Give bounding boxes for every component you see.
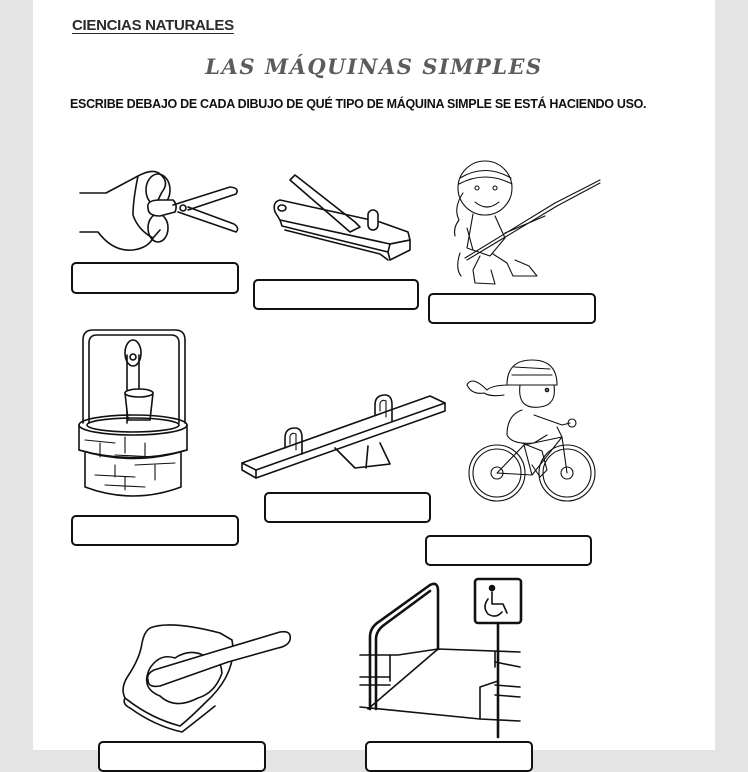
girl-pulling-rope-icon bbox=[445, 158, 605, 288]
girl-riding-bicycle-icon bbox=[462, 355, 597, 505]
instruction-text: ESCRIBE DEBAJO DE CADA DIBUJO DE QUÉ TIPO DE MÁQUINA SIMPLE SE ESTÁ HACIENDO USO. bbox=[70, 97, 647, 111]
answer-input-bicycle[interactable] bbox=[427, 537, 590, 564]
nail-clipper-icon bbox=[270, 172, 415, 262]
answer-box-1[interactable] bbox=[71, 262, 239, 294]
answer-box-8[interactable] bbox=[365, 741, 533, 772]
wheelchair-ramp-icon bbox=[360, 577, 530, 737]
answer-box-3[interactable] bbox=[428, 293, 596, 324]
answer-input-knife[interactable] bbox=[100, 743, 264, 770]
answer-input-nail-clipper[interactable] bbox=[255, 281, 417, 308]
knife-spreading-bread-icon bbox=[120, 618, 300, 738]
scissors-in-hand-icon bbox=[78, 160, 243, 250]
subject-heading: CIENCIAS NATURALES bbox=[72, 17, 234, 34]
answer-input-pulling-rope[interactable] bbox=[430, 295, 594, 322]
answer-input-well[interactable] bbox=[73, 517, 237, 544]
answer-input-ramp[interactable] bbox=[367, 743, 531, 770]
answer-input-seesaw[interactable] bbox=[266, 494, 429, 521]
page-title: LAS MÁQUINAS SIMPLES bbox=[205, 54, 543, 79]
answer-box-4[interactable] bbox=[71, 515, 239, 546]
water-well-icon bbox=[75, 325, 195, 500]
answer-box-2[interactable] bbox=[253, 279, 419, 310]
answer-box-5[interactable] bbox=[264, 492, 431, 523]
answer-input-scissors[interactable] bbox=[73, 264, 237, 292]
answer-box-7[interactable] bbox=[98, 741, 266, 772]
answer-box-6[interactable] bbox=[425, 535, 592, 566]
seesaw-icon bbox=[240, 388, 450, 483]
